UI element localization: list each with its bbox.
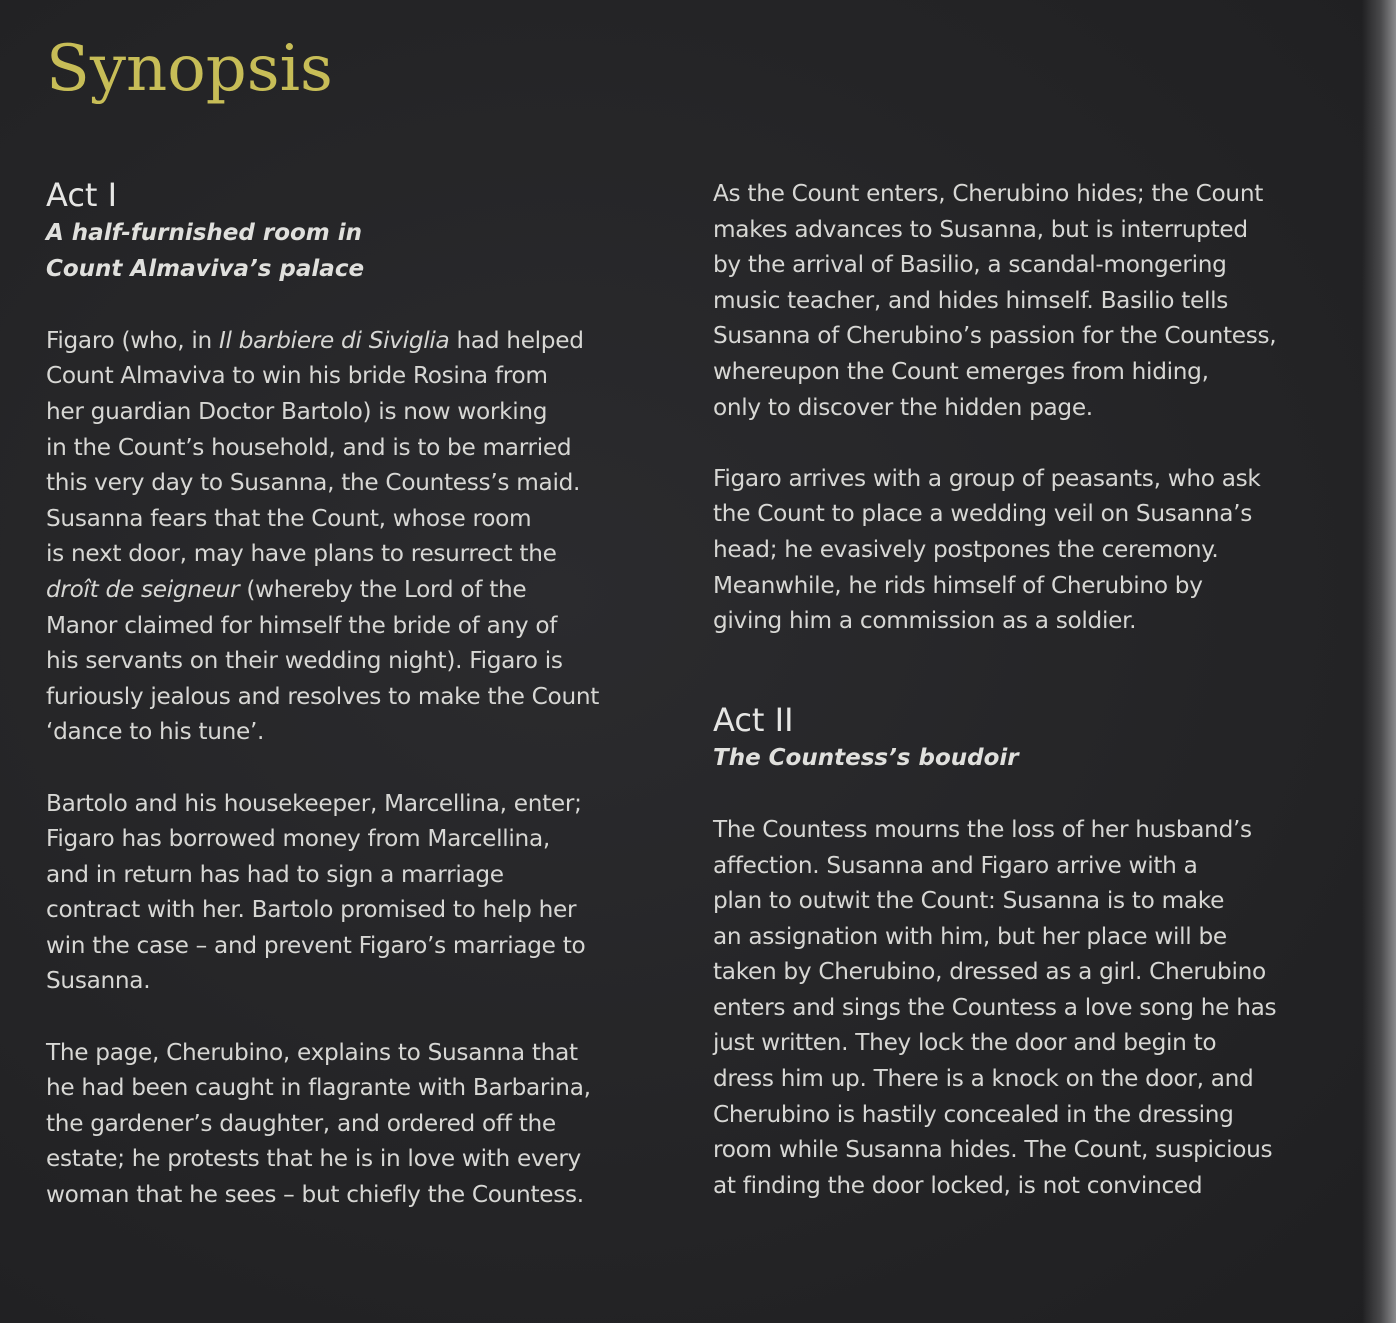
text-line: dress him up. There is a knock on the door, and bbox=[713, 1065, 1254, 1093]
text-line: giving him a commission as a soldier. bbox=[713, 607, 1137, 635]
text-line: win the case – and prevent Figaro’s marriage to bbox=[46, 931, 586, 959]
act-1-setting-line: A half-furnished room in bbox=[46, 220, 363, 246]
text-line: Count Almaviva to win his bride Rosina from bbox=[46, 362, 548, 390]
text-line: the Count to place a wedding veil on Susanna’s bbox=[713, 500, 1252, 528]
act-1-setting bbox=[46, 216, 686, 287]
italic-term: droît de seigneur bbox=[46, 575, 240, 603]
text-line: enters and sings the Countess a love song he has bbox=[713, 993, 1277, 1021]
text-line: and in return has had to sign a marriage bbox=[46, 860, 504, 888]
text-line: he had been caught in flagrante with Barbarina, bbox=[46, 1074, 591, 1102]
text-line: Susanna. bbox=[46, 967, 151, 995]
text-line: ‘dance to his tune’. bbox=[46, 718, 265, 746]
text-line: her guardian Doctor Bartolo) is now working bbox=[46, 397, 548, 425]
text-line: affection. Susanna and Figaro arrive with a bbox=[713, 851, 1198, 879]
text-line: Cherubino is hastily concealed in the dressing bbox=[713, 1100, 1234, 1128]
text-line: by the arrival of Basilio, a scandal-mongering bbox=[713, 251, 1227, 279]
text-line: woman that he sees – but chiefly the Countess. bbox=[46, 1181, 584, 1209]
text-line: head; he evasively postpones the ceremony. bbox=[713, 535, 1219, 563]
text-line: in the Count’s household, and is to be married bbox=[46, 433, 572, 461]
left-column bbox=[46, 174, 686, 1213]
text-line: Figaro arrives with a group of peasants, who ask bbox=[713, 464, 1261, 492]
text-line: Manor claimed for himself the bride of any of bbox=[46, 611, 558, 639]
act-1-setting-line: Count Almaviva’s palace bbox=[46, 255, 365, 282]
text-line: at finding the door locked, is not convinced bbox=[713, 1171, 1203, 1199]
text-line: plan to outwit the Count: Susanna is to make bbox=[713, 887, 1225, 915]
act-1-paragraph-5 bbox=[713, 461, 1353, 639]
text-line: furiously jealous and resolves to make the Count bbox=[46, 682, 600, 710]
text-line: taken by Cherubino, dressed as a girl. Cherubino bbox=[713, 958, 1266, 986]
act-1-paragraph-2 bbox=[46, 786, 686, 1000]
text-line: this very day to Susanna, the Countess’s maid. bbox=[46, 469, 581, 497]
text-line: Meanwhile, he rids himself of Cherubino by bbox=[713, 571, 1203, 599]
text-line: makes advances to Susanna, but is interrupted bbox=[713, 215, 1248, 243]
text-line: room while Susanna hides. The Count, suspicious bbox=[713, 1136, 1273, 1164]
text-line: the gardener’s daughter, and ordered off the bbox=[46, 1109, 556, 1137]
text-line: only to discover the hidden page. bbox=[713, 393, 1093, 421]
act-1-paragraph-3 bbox=[46, 1035, 686, 1213]
text-line: Susanna fears that the Count, whose room bbox=[46, 504, 532, 532]
text-line: whereupon the Count emerges from hiding, bbox=[713, 357, 1209, 385]
act-1-paragraph-1 bbox=[46, 323, 686, 750]
text-line: music teacher, and hides himself. Basilio tells bbox=[713, 286, 1229, 314]
text-line: Bartolo and his housekeeper, Marcellina, enter; bbox=[46, 789, 582, 817]
text-line: As the Count enters, Cherubino hides; the Count bbox=[713, 180, 1264, 207]
text-line: just written. They lock the door and begin to bbox=[713, 1029, 1217, 1057]
right-column bbox=[713, 176, 1353, 1203]
act-1-paragraph-4 bbox=[713, 176, 1353, 425]
act-2-paragraph-1 bbox=[713, 812, 1353, 1204]
text-line: Susanna of Cherubino’s passion for the Countess, bbox=[713, 322, 1277, 350]
text-line: contract with her. Bartolo promised to help her bbox=[46, 896, 577, 924]
text-line: droît de seigneur (whereby the Lord of the bbox=[46, 575, 527, 603]
text-line: his servants on their wedding night). Figaro is bbox=[46, 647, 563, 675]
text-line: Figaro (who, in Il barbiere di Siviglia had helped bbox=[46, 326, 584, 354]
opera-title: Il barbiere di Siviglia bbox=[218, 326, 450, 354]
text-line: is next door, may have plans to resurrect the bbox=[46, 540, 557, 568]
text-line: estate; he protests that he is in love with every bbox=[46, 1145, 581, 1173]
text-line: The page, Cherubino, explains to Susanna that bbox=[46, 1038, 578, 1066]
text-line: The Countess mourns the loss of her husband’s bbox=[713, 815, 1252, 843]
page-edge-shadow bbox=[1362, 0, 1396, 1323]
act-1-heading: Act I bbox=[46, 176, 118, 214]
text-line: an assignation with him, but her place will be bbox=[713, 922, 1227, 950]
act-2-heading: Act II bbox=[713, 700, 794, 739]
act-2-setting: The Countess’s boudoir bbox=[713, 744, 1019, 771]
page-title: Synopsis bbox=[46, 32, 333, 106]
text-line: Figaro has borrowed money from Marcellina, bbox=[46, 825, 550, 853]
